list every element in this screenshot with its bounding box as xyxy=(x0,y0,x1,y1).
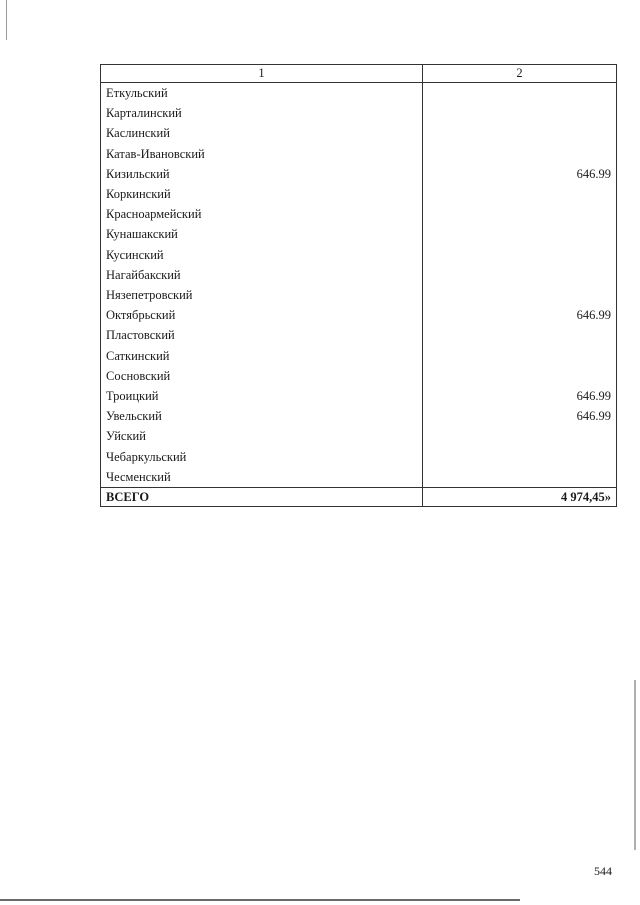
value-cell: 646.99 xyxy=(423,386,617,406)
value-cell xyxy=(423,467,617,488)
table-row xyxy=(101,245,617,265)
value-cell xyxy=(423,325,617,345)
value-cell xyxy=(423,285,617,305)
table-row xyxy=(101,204,617,224)
table-row xyxy=(101,184,617,204)
district-name-cell: Еткульский xyxy=(101,83,423,104)
district-name-cell: Сосновский xyxy=(101,366,423,386)
district-name-cell: Октябрьский xyxy=(101,305,423,325)
page-number: 544 xyxy=(594,864,612,878)
district-name-cell: Коркинский xyxy=(101,184,423,204)
value-cell xyxy=(423,245,617,265)
value-cell xyxy=(423,83,617,104)
table-row xyxy=(101,164,617,184)
value-cell xyxy=(423,366,617,386)
table-row xyxy=(101,103,617,123)
total-value: 4 974,45» xyxy=(423,488,617,507)
table-header-row xyxy=(101,65,617,83)
value-cell xyxy=(423,447,617,467)
table-body xyxy=(101,65,617,507)
district-name-cell: Чебаркульский xyxy=(101,447,423,467)
district-name-cell: Пластовский xyxy=(101,325,423,345)
table-row xyxy=(101,366,617,386)
district-name-cell: Троицкий xyxy=(101,386,423,406)
value-cell: 646.99 xyxy=(423,406,617,426)
district-name-cell: Катав-Ивановский xyxy=(101,144,423,164)
value-cell xyxy=(423,426,617,446)
table-row xyxy=(101,447,617,467)
table-row xyxy=(101,386,617,406)
value-cell xyxy=(423,265,617,285)
district-name-cell: Нязепетровский xyxy=(101,285,423,305)
column-header-2: 2 xyxy=(423,65,617,83)
district-name-cell: Чесменский xyxy=(101,467,423,488)
table-row xyxy=(101,123,617,143)
value-cell: 646.99 xyxy=(423,164,617,184)
district-table xyxy=(100,64,617,507)
district-name-cell: Кизильский xyxy=(101,164,423,184)
value-cell xyxy=(423,224,617,244)
table-row xyxy=(101,406,617,426)
table-row xyxy=(101,285,617,305)
district-name-cell: Каслинский xyxy=(101,123,423,143)
value-cell xyxy=(423,144,617,164)
total-row xyxy=(101,488,617,507)
district-name-cell: Уйский xyxy=(101,426,423,446)
district-name-cell: Кунашакский xyxy=(101,224,423,244)
table-row xyxy=(101,325,617,345)
value-cell xyxy=(423,346,617,366)
table-row xyxy=(101,305,617,325)
district-name-cell: Нагайбакский xyxy=(101,265,423,285)
value-cell xyxy=(423,204,617,224)
scan-artifact-bottom xyxy=(0,899,520,901)
value-cell: 646.99 xyxy=(423,305,617,325)
value-cell xyxy=(423,123,617,143)
table-row xyxy=(101,144,617,164)
table-row xyxy=(101,426,617,446)
table-row xyxy=(101,346,617,366)
table-row xyxy=(101,265,617,285)
table-row xyxy=(101,224,617,244)
table-row xyxy=(101,83,617,104)
column-header-1: 1 xyxy=(101,65,423,83)
table-row xyxy=(101,467,617,488)
scan-artifact-left xyxy=(6,0,7,40)
value-cell xyxy=(423,103,617,123)
district-name-cell: Карталинский xyxy=(101,103,423,123)
district-name-cell: Увельский xyxy=(101,406,423,426)
district-name-cell: Кусинский xyxy=(101,245,423,265)
value-cell xyxy=(423,184,617,204)
total-label: ВСЕГО xyxy=(101,488,423,507)
district-name-cell: Саткинский xyxy=(101,346,423,366)
district-name-cell: Красноармейский xyxy=(101,204,423,224)
scan-artifact-right xyxy=(634,680,636,850)
